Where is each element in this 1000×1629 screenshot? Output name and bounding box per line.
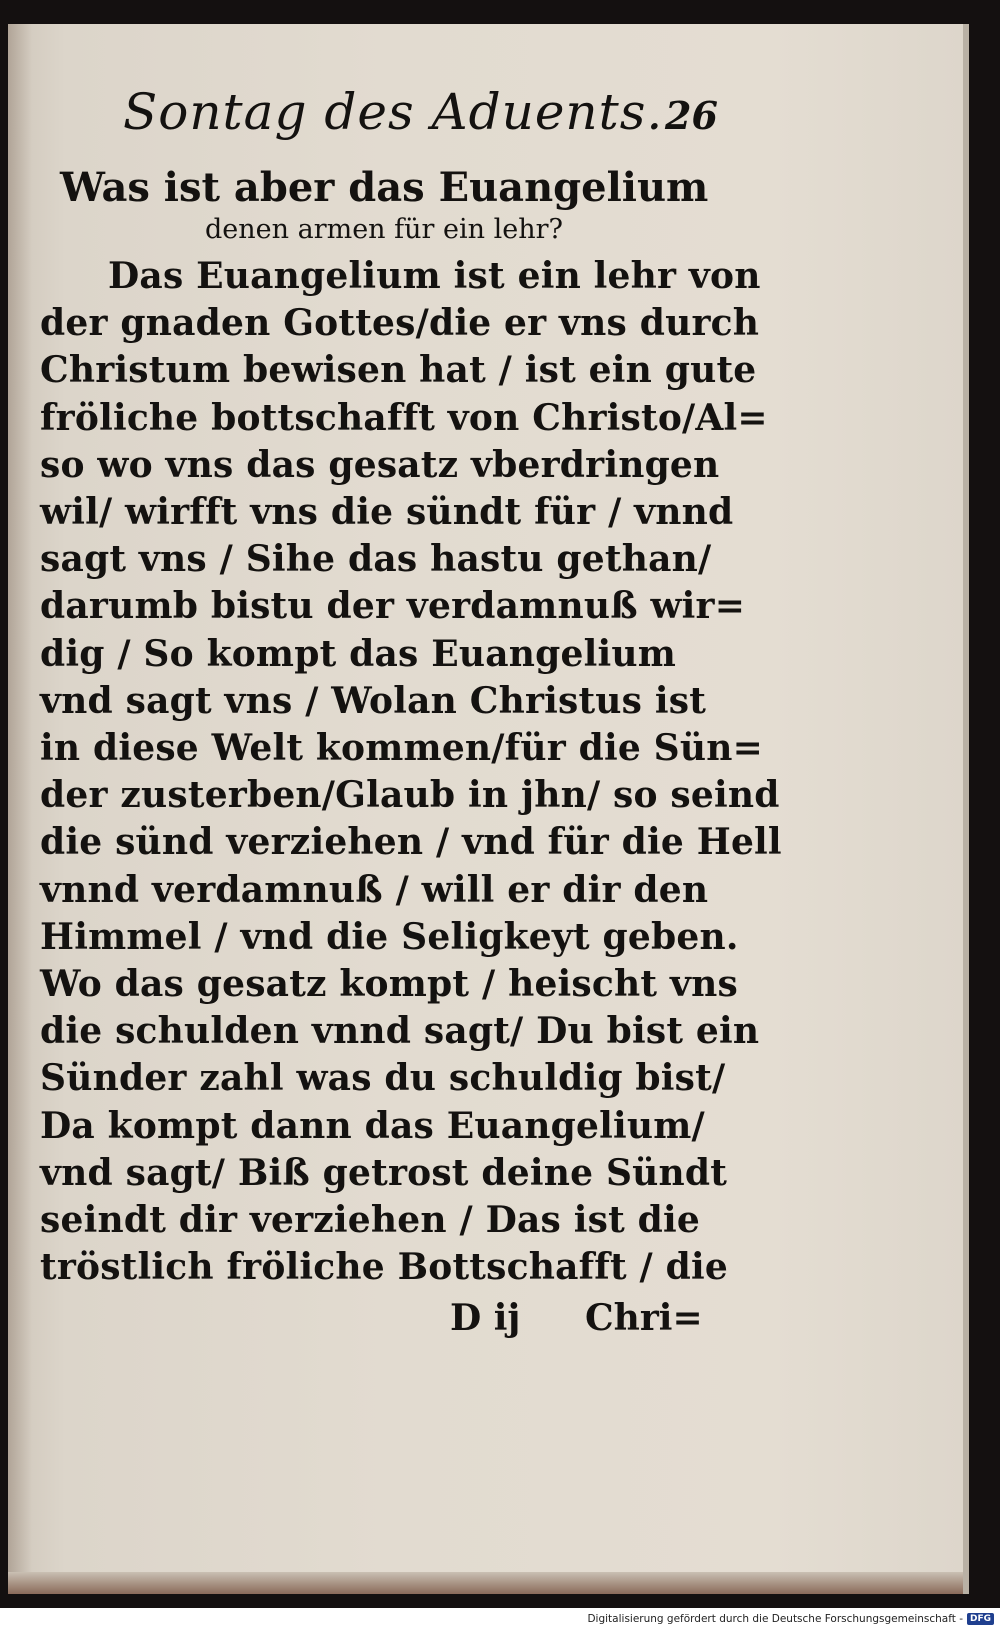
digitization-credit [587, 1609, 994, 1629]
dfg-logo: DFG [967, 1613, 994, 1625]
running-title: Sontag des Aduents. [123, 83, 664, 141]
text-line: seindt dir verziehen / Das ist die [40, 1199, 700, 1242]
section-subheading: denen armen für ein lehr? [205, 214, 564, 245]
text-line: so wo vns das gesatz vberdringen [40, 443, 720, 486]
page-number: 26 [665, 93, 718, 138]
section-heading: Was ist aber das Euangelium [60, 164, 709, 211]
text-line: Himmel / vnd die Seligkeyt geben. [40, 915, 739, 958]
text-line: die sünd verziehen / vnd für die Hell [40, 821, 782, 864]
text-line: der zusterben/Glaub in jhn/ so seind [40, 774, 780, 817]
text-line: Wo das gesatz kompt / heischt vns [40, 963, 738, 1006]
text-line: die schulden vnnd sagt/ Du bist ein [40, 1010, 760, 1053]
text-line: wil/ wirfft vns die sündt für / vnnd [40, 491, 734, 534]
page-header [40, 75, 740, 163]
text-line: tröstlich fröliche Bottschafft / die [40, 1246, 728, 1289]
binding-shadow [8, 24, 32, 1594]
text-line: sagt vns / Sihe das hastu gethan/ [40, 538, 712, 581]
credit-text: Digitalisierung gefördert durch die Deutsche Forschungsgemeinschaft - [587, 1613, 963, 1625]
text-line: Christum bewisen hat / ist ein gute [40, 349, 757, 392]
text-line: fröliche bottschafft von Christo/Al= [40, 396, 768, 439]
text-line: in diese Welt kommen/für die Sün= [40, 727, 763, 770]
text-line: Das Euangelium ist ein lehr von [108, 255, 761, 297]
text-line: der gnaden Gottes/die er vns durch [40, 302, 760, 345]
page-bottom-edge [8, 1572, 963, 1594]
signature-mark: D ij [450, 1297, 521, 1340]
page-text-block [40, 75, 782, 1343]
text-line: vnnd verdamnuß / will er dir den [40, 868, 709, 911]
text-line: Sünder zahl was du schuldig bist/ [40, 1057, 726, 1100]
text-line: vnd sagt/ Biß getrost deine Sündt [40, 1151, 728, 1194]
text-line: darumb bistu der verdamnuß wir= [40, 585, 746, 628]
text-line: Da kompt dann das Euangelium/ [40, 1104, 705, 1147]
text-line: vnd sagt vns / Wolan Christus ist [40, 679, 707, 722]
text-line: dig / So kompt das Euangelium [40, 632, 677, 675]
page-foot [40, 1291, 740, 1343]
catchword: Chri= [585, 1297, 703, 1340]
body-text [40, 253, 782, 1291]
